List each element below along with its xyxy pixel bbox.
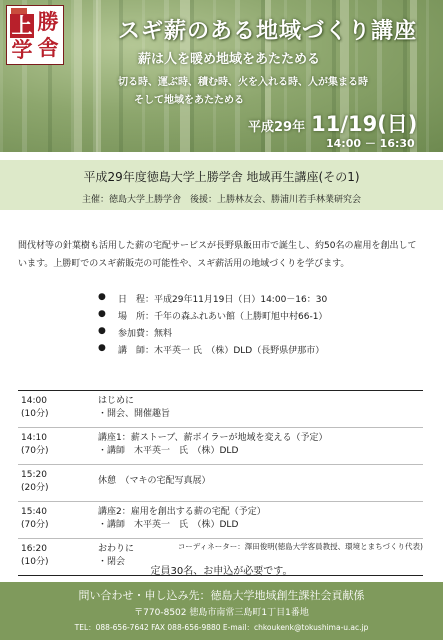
- bullet-icon: ●: [98, 309, 106, 319]
- page-title: スギ薪のある地域づくり講座: [118, 19, 418, 44]
- hero-subline: そして地域をあたためる: [134, 95, 244, 106]
- event-date: [248, 108, 417, 138]
- schedule-duration: (10分): [21, 409, 49, 419]
- event-time: 14:00 － 16:30: [326, 137, 415, 150]
- bullet-icon: ●: [98, 292, 106, 302]
- schedule-note: ・開会、開催趣旨: [98, 409, 171, 419]
- schedule-desc: [98, 432, 328, 458]
- schedule-desc: [98, 475, 211, 488]
- contact-footer: [0, 582, 443, 640]
- schedule-start: 15:40: [21, 507, 47, 517]
- bullet-icon: ●: [98, 343, 106, 353]
- schedule-row: [18, 428, 423, 465]
- event-date-era: 平成29年: [248, 120, 306, 135]
- detail-text: 講 師：木平英一 氏 （株）DLD（長野県伊那市）: [118, 346, 325, 356]
- logo-char: 勝: [37, 9, 59, 34]
- schedule-duration: (10分): [21, 557, 49, 567]
- tree-trunk: [96, 0, 101, 152]
- schedule-note: ・閉会: [98, 557, 126, 567]
- tree-trunk: [74, 0, 82, 152]
- schedule-time: [21, 469, 48, 495]
- schedule-start: 15:20: [21, 470, 47, 480]
- detail-text: 参加費：無料: [118, 329, 173, 339]
- schedule-desc: [98, 395, 170, 421]
- hero-subline: 切る時、運ぶ時、積む時、火を入れる時、人が集まる時: [118, 77, 368, 88]
- schedule-duration: (70分): [21, 520, 49, 530]
- contact-phone-email: TEL：088-656-7642 FAX 088-656-9880 E-mail：chkoukenk@tokushima-u.ac.jp: [74, 623, 369, 632]
- schedule-duration: (20分): [21, 483, 49, 493]
- schedule-note: ・講師 木平英一 氏 （株）DLD: [98, 520, 239, 530]
- schedule-start: 14:00: [21, 396, 47, 406]
- lecture-box: [0, 160, 443, 210]
- event-date-md: 11/19(日): [311, 112, 418, 136]
- schedule-time: [21, 432, 48, 458]
- detail-text: 場 所：千年の森ふれあい館（上勝町旭中村66-1）: [118, 312, 328, 322]
- schedule-start: 16:20: [21, 544, 47, 554]
- logo-char: 舎: [37, 35, 59, 60]
- detail-text: 日 程：平成29年11月19日（日）14:00－16：30: [118, 295, 328, 305]
- hero-tagline: 薪は人を暖め地域をあたためる: [138, 52, 321, 67]
- schedule-row: [18, 465, 423, 502]
- organizer-line: 主催：徳島大学上勝学舎 後援：上勝林友会、勝浦川若手林業研究会: [81, 195, 361, 205]
- schedule-start: 14:10: [21, 433, 47, 443]
- bullet-icon: ●: [98, 326, 106, 336]
- hero-banner: [0, 0, 443, 152]
- kamikatsu-gakusha-logo: [6, 5, 64, 65]
- schedule-title: 講座1：薪ストーブ、薪ボイラーが地域を変える（予定）: [98, 433, 328, 443]
- schedule-title: 講座2：雇用を創出する薪の宅配（予定）: [98, 507, 266, 517]
- schedule-row: [18, 391, 423, 428]
- schedule-duration: (70分): [21, 446, 49, 456]
- logo-char: 上: [11, 13, 33, 38]
- contact-title: 問い合わせ・申し込み先：徳島大学地域創生課社会貢献係: [78, 589, 365, 602]
- lecture-name: 平成29年度徳島大学上勝学舎 地域再生講座(その1): [83, 170, 360, 184]
- capacity-note: 定員30名、お申込が必要です。: [150, 566, 293, 577]
- intro-text: 間伐材等の針葉樹も活用した薪の宅配サービスが長野県飯田市で誕生し、約50名の雇用を創出しています。上勝町でのスギ薪販売の可能性や、スギ薪活用の地域づくりを学びます。: [18, 241, 417, 269]
- schedule-title: おわりに: [98, 544, 135, 554]
- schedule-row: [18, 502, 423, 539]
- logo-char: 学: [11, 37, 33, 62]
- coordinator-note: コーディネーター：澤田俊明(徳島大学客員教授、環境とまちづくり代表): [177, 542, 423, 551]
- schedule-time: [21, 395, 48, 421]
- schedule-note: ・講師 木平英一 氏 （株）DLD: [98, 446, 239, 456]
- schedule-title: 休憩 （マキの宅配写真展）: [98, 476, 211, 486]
- schedule-time: [21, 506, 48, 532]
- contact-address: 〒770-8502 徳島市南常三島町1丁目1番地: [134, 608, 309, 618]
- schedule-title: はじめに: [98, 396, 135, 406]
- schedule-desc: [98, 506, 266, 532]
